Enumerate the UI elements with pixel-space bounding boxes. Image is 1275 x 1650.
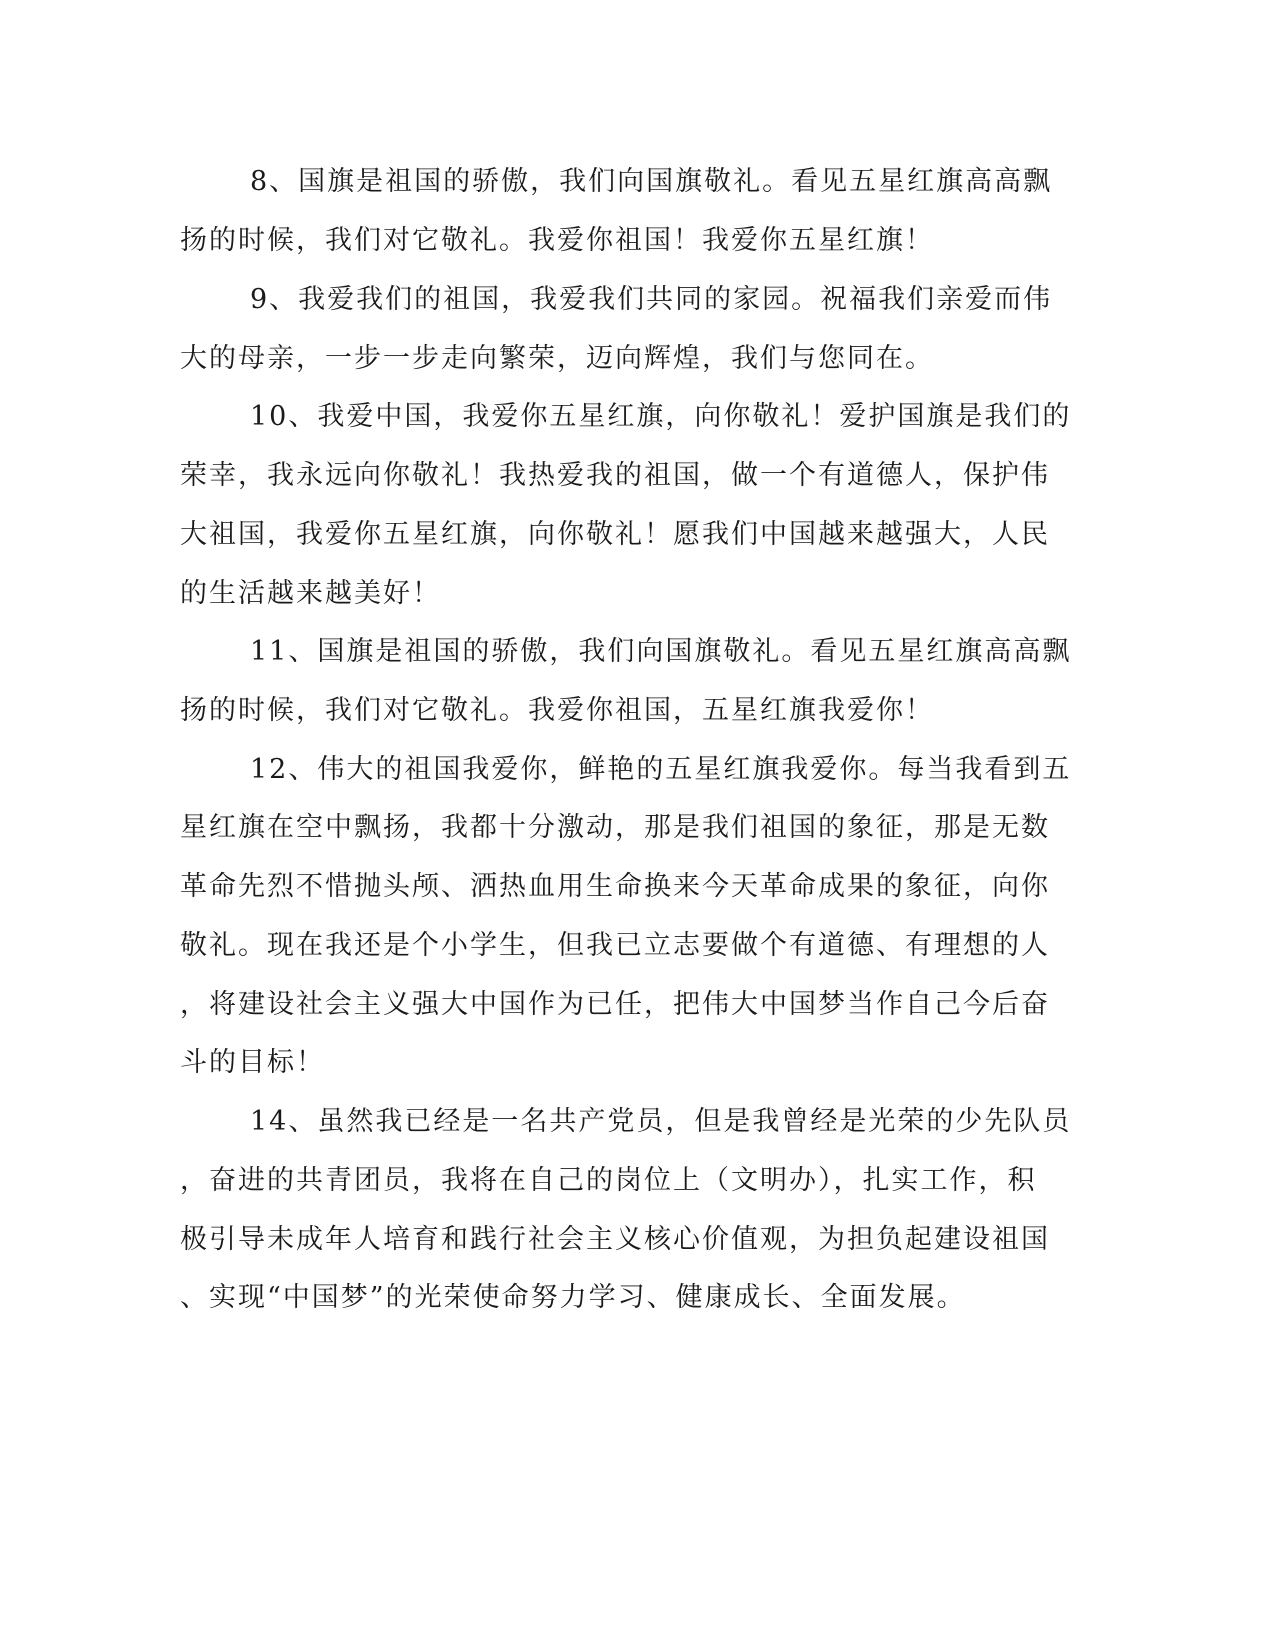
paragraph-12-line-6: 斗的目标！ [180, 1047, 325, 1078]
paragraph-12-line-1: 12、伟大的祖国我爱你，鲜艳的五星红旗我爱你。每当我看到五 [250, 754, 1072, 785]
paragraph-14-line-4: 、实现“中国梦”的光荣使命努力学习、健康成长、全面发展。 [180, 1282, 966, 1313]
paragraph-14-line-1: 14、虽然我已经是一名共产党员，但是我曾经是光荣的少先队员 [250, 1106, 1072, 1137]
paragraph-12-line-2: 星红旗在空中飘扬，我都十分激动，那是我们祖国的象征，那是无数 [180, 812, 1050, 843]
paragraph-14-line-3: 极引导未成年人培育和践行社会主义核心价值观，为担负起建设祖国 [180, 1224, 1050, 1255]
paragraph-10-line-2: 荣幸，我永远向你敬礼！我热爱我的祖国，做一个有道德人，保护伟 [180, 460, 1050, 491]
paragraph-12-line-5: ，将建设社会主义强大中国作为已任，把伟大中国梦当作自己今后奋 [180, 989, 1050, 1020]
paragraph-9-line-2: 大的母亲，一步一步走向繁荣，迈向辉煌，我们与您同在。 [180, 343, 934, 374]
paragraph-11-line-1: 11、国旗是祖国的骄傲，我们向国旗敬礼。看见五星红旗高高飘 [250, 636, 1072, 667]
paragraph-14-line-2: ，奋进的共青团员，我将在自己的岗位上（文明办），扎实工作，积 [180, 1165, 1037, 1196]
paragraph-12-line-3: 革命先烈不惜抛头颅、洒热血用生命换来今天革命成果的象征，向你 [180, 871, 1050, 902]
paragraph-8-line-1: 8、国旗是祖国的骄傲，我们向国旗敬礼。看见五星红旗高高飘 [250, 166, 1053, 197]
paragraph-9-line-1: 9、我爱我们的祖国，我爱我们共同的家园。祝福我们亲爱而伟 [250, 284, 1053, 315]
paragraph-10-line-3: 大祖国，我爱你五星红旗，向你敬礼！愿我们中国越来越强大，人民 [180, 519, 1050, 550]
paragraph-11-line-2: 扬的时候，我们对它敬礼。我爱你祖国，五星红旗我爱你！ [180, 695, 934, 726]
paragraph-8-line-2: 扬的时候，我们对它敬礼。我爱你祖国！我爱你五星红旗！ [180, 225, 934, 256]
paragraph-10-line-1: 10、我爱中国，我爱你五星红旗，向你敬礼！爱护国旗是我们的 [250, 401, 1072, 432]
paragraph-10-line-4: 的生活越来越美好！ [180, 578, 441, 609]
paragraph-12-line-4: 敬礼。现在我还是个小学生，但我已立志要做个有道德、有理想的人 [180, 930, 1050, 961]
